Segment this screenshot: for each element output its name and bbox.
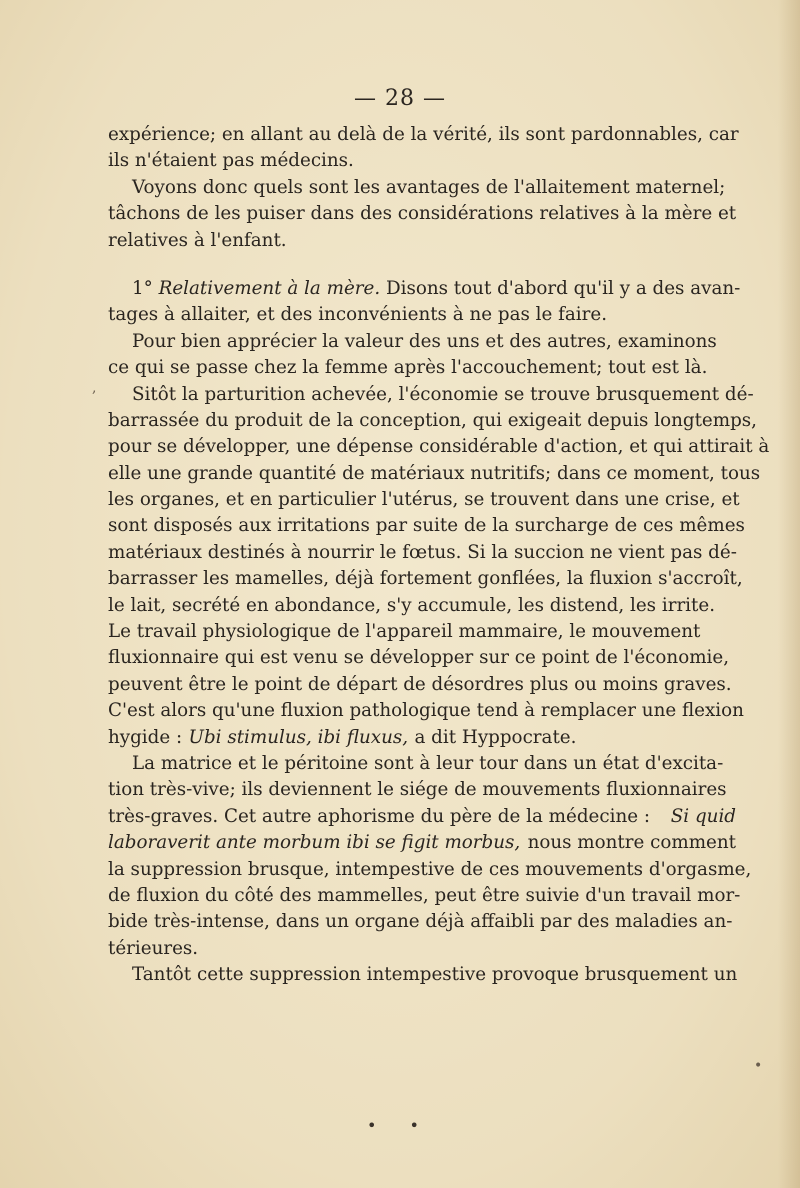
text-line: barrassée du produit de la conception, qui exigeait depuis longtemps, — [108, 409, 757, 431]
text-line: tages à allaiter, et des inconvénients à ne pas le faire. — [108, 304, 608, 326]
text-line: sont disposés aux irritations par suite de la surcharge de ces mêmes — [108, 515, 745, 537]
text-line: elle une grande quantité de matériaux nutritifs; dans ce moment, tous — [108, 462, 761, 484]
text-line: barrasser les mamelles, déjà fortement gonflées, la fluxion s'accroît, — [108, 568, 743, 590]
ink-speck-icon: • — [754, 1058, 763, 1074]
text-line: matériaux destinés à nourrir le fœtus. Si la succion ne vient pas dé- — [108, 541, 737, 563]
text-line: ils n'étaient pas médecins. — [108, 150, 354, 172]
text-line: Pour bien apprécier la valeur des uns et des autres, examinons — [132, 330, 717, 352]
text-line: Sitôt la parturition achevée, l'économie se trouve brusquement dé- — [132, 383, 754, 405]
text-line: C'est alors qu'une fluxion pathologique tend à remplacer une flexion — [108, 700, 744, 722]
section-heading-line: 1° Relativement à la mère. Disons tout d'abord qu'il y a des avan- — [132, 277, 741, 299]
text-line: Tantôt cette suppression intempestive provoque brusquement un — [132, 964, 738, 986]
text-line: peuvent être le point de départ de désordres plus ou moins graves. — [108, 673, 732, 695]
page-edge-shadow — [778, 0, 800, 1188]
text-line: bide très-intense, dans un organe déjà affaibli par des maladies an- — [108, 911, 733, 933]
text-line: les organes, et en particulier l'utérus, se trouvent dans une crise, et — [108, 489, 740, 511]
text-line: tâchons de les puiser dans des considérations relatives à la mère et — [108, 203, 737, 225]
text-line: hygide : Ubi stimulus, ibi fluxus, a dit Hyppocrate. — [108, 725, 736, 751]
text-line: Le travail physiologique de l'appareil mammaire, le mouvement — [108, 621, 701, 643]
latin-quote: Ubi stimulus, ibi fluxus, — [188, 726, 409, 748]
text-line: ce qui se passe chez la femme après l'accouchement; tout est là. — [108, 357, 708, 379]
latin-quote: Si quid — [670, 805, 736, 827]
ornament-dots: • • — [367, 1116, 433, 1135]
section-heading: Relativement à la mère. — [158, 277, 381, 299]
text-line: térieures. — [108, 937, 199, 959]
text-line: laboraverit ante morbum ibi se figit morbus, nous montre comment — [108, 830, 736, 856]
ink-speck-icon: , — [92, 380, 97, 396]
text-line: expérience; en allant au delà de la vérité, ils sont pardonnables, car — [108, 124, 739, 145]
text-line: tion très-vive; ils deviennent le siége de mouvements fluxionnaires — [108, 779, 727, 801]
text-line: fluxionnaire qui est venu se développer sur ce point de l'économie, — [108, 647, 730, 669]
text-line: Voyons donc quels sont les avantages de l'allaitement maternel; — [132, 176, 726, 198]
text-line: La matrice et le péritoine sont à leur tour dans un état d'excita- — [132, 752, 724, 774]
paragraph-gap — [108, 254, 736, 276]
text-line: pour se développer, une dépense considérable d'action, et qui attirait à — [108, 436, 770, 458]
body-text — [108, 122, 770, 989]
text-line: la suppression brusque, intempestive de ces mouvements d'orgasme, — [108, 858, 752, 880]
text-line: le lait, secrété en abondance, s'y accumule, les distend, les irrite. — [108, 594, 716, 616]
latin-quote: laboraverit ante morbum ibi se figit morbus, — [108, 832, 521, 854]
text-line: de fluxion du côté des mammelles, peut être suivie d'un travail mor- — [108, 884, 741, 906]
text-line: relatives à l'enfant. — [108, 229, 287, 251]
text-line: très-graves. Cet autre aphorisme du père de la médecine : Si quid — [108, 804, 736, 830]
page-number: — 28 — — [354, 86, 446, 111]
